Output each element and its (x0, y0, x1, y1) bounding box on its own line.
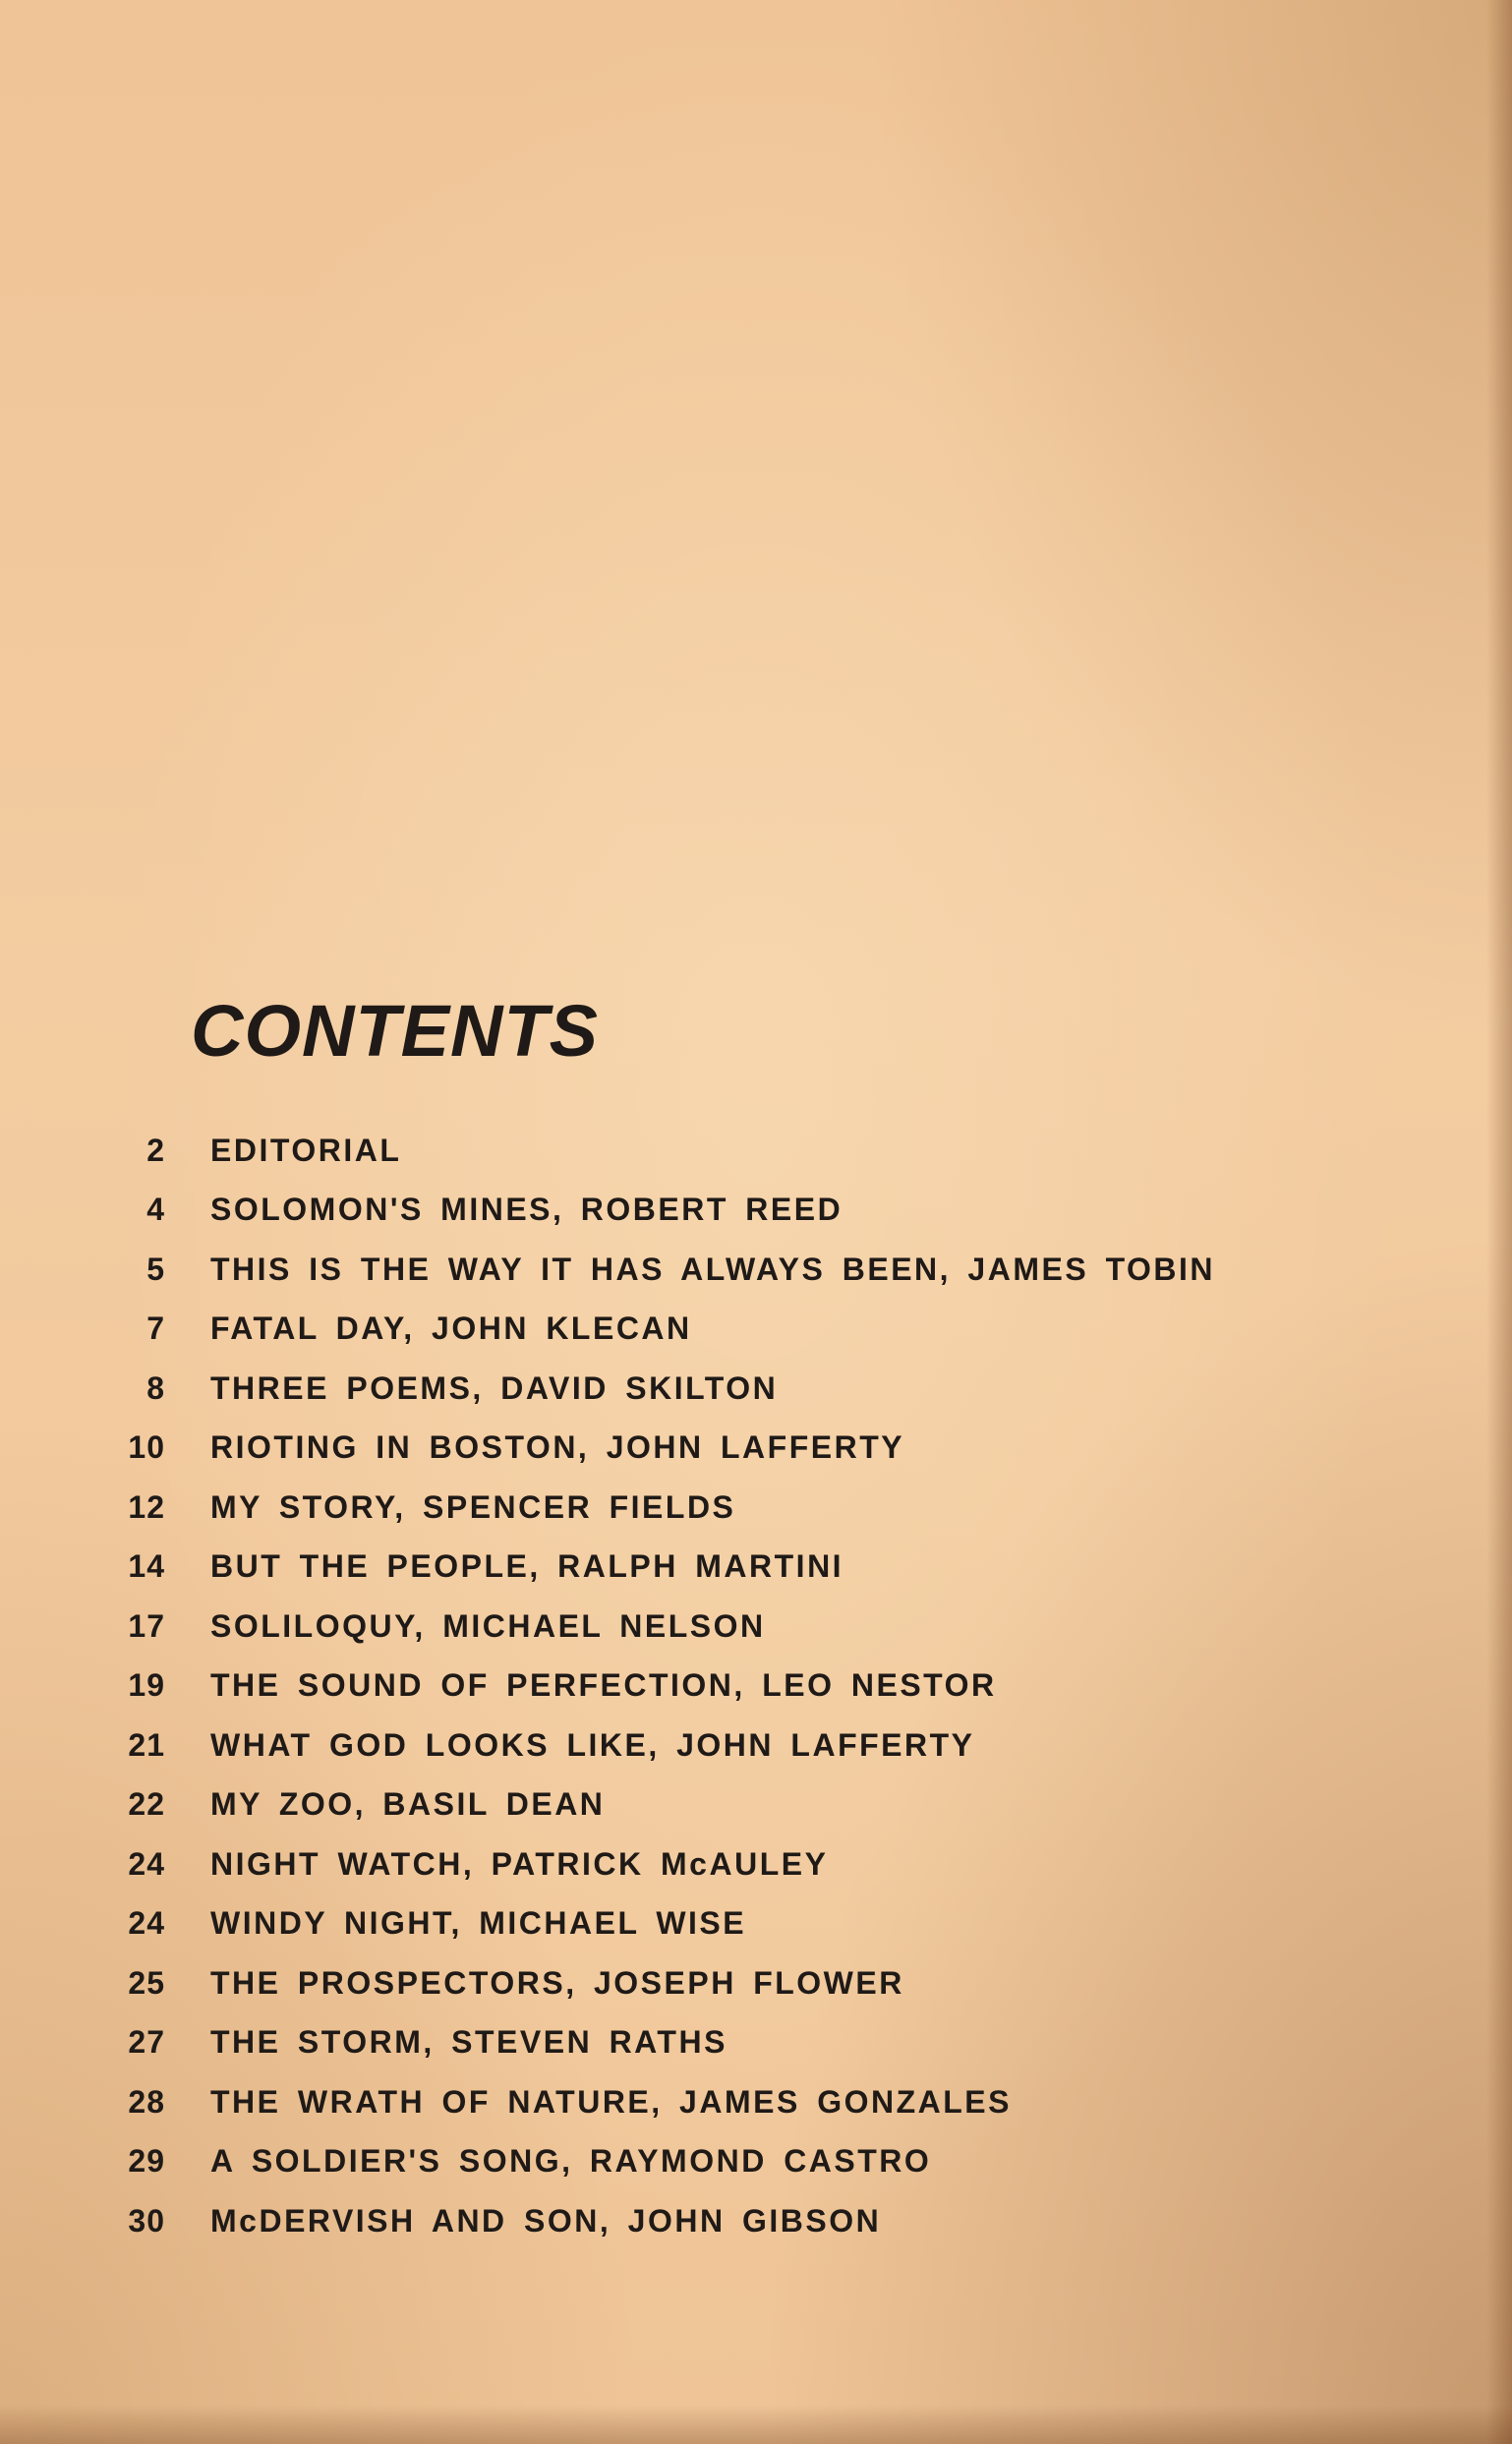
page-number: 5 (146, 1251, 165, 1287)
contents-list (108, 1121, 1347, 2251)
page-number: 25 (128, 1964, 165, 2001)
page-number: 29 (128, 2143, 165, 2180)
list-item (108, 1953, 1347, 2013)
page-number: 21 (128, 1726, 165, 1763)
list-item (108, 1657, 1347, 1717)
page-number: 4 (146, 1192, 165, 1228)
list-item (108, 2132, 1347, 2192)
entry-title: THE STORM, STEVEN RATHS (210, 2024, 727, 2061)
list-item (108, 1181, 1347, 1241)
entry-title: WINDY NIGHT, MICHAEL WISE (210, 1905, 747, 1942)
entry-title: WHAT GOD LOOKS LIKE, JOHN LAFFERTY (210, 1726, 975, 1763)
list-item (108, 1359, 1347, 1419)
list-item (108, 1894, 1347, 1954)
page-number: 7 (146, 1310, 165, 1347)
page-edge-shadow-bottom (0, 2405, 1512, 2444)
page-number: 30 (128, 2202, 165, 2239)
list-item (108, 1716, 1347, 1775)
page-number: 22 (128, 1786, 165, 1823)
page-number: 24 (128, 1905, 165, 1942)
list-item (108, 2072, 1347, 2132)
entry-title: THREE POEMS, DAVID SKILTON (210, 1369, 779, 1406)
entry-title: MY STORY, SPENCER FIELDS (210, 1488, 736, 1525)
list-item (108, 1121, 1347, 1181)
page-edge-shadow-right (1486, 0, 1512, 2444)
entry-title: THE WRATH OF NATURE, JAMES GONZALES (210, 2083, 1012, 2120)
list-item (108, 1419, 1347, 1479)
list-item (108, 1300, 1347, 1360)
page-number: 17 (128, 1607, 165, 1644)
list-item (108, 2191, 1347, 2251)
page-number: 28 (128, 2083, 165, 2120)
entry-title: A SOLDIER'S SONG, RAYMOND CASTRO (210, 2143, 932, 2180)
list-item (108, 1775, 1347, 1835)
entry-title: THIS IS THE WAY IT HAS ALWAYS BEEN, JAMES TOBIN (210, 1251, 1216, 1287)
entry-title: SOLILOQUY, MICHAEL NELSON (210, 1607, 766, 1644)
entry-title: THE SOUND OF PERFECTION, LEO NESTOR (210, 1667, 997, 1704)
entry-title: BUT THE PEOPLE, RALPH MARTINI (210, 1548, 844, 1585)
page-number: 10 (128, 1429, 165, 1466)
list-item (108, 1538, 1347, 1598)
list-item (108, 2013, 1347, 2073)
page-number: 24 (128, 1845, 165, 1882)
page-number: 19 (128, 1667, 165, 1704)
page-title: CONTENTS (191, 990, 599, 1072)
entry-title: SOLOMON'S MINES, ROBERT REED (210, 1192, 843, 1228)
entry-title: EDITORIAL (210, 1132, 402, 1168)
list-item (108, 1478, 1347, 1538)
page-number: 8 (146, 1369, 165, 1406)
list-item (108, 1240, 1347, 1300)
entry-title: McDERVISH AND SON, JOHN GIBSON (210, 2202, 882, 2239)
entry-title: NIGHT WATCH, PATRICK McAULEY (210, 1845, 829, 1882)
entry-title: MY ZOO, BASIL DEAN (210, 1786, 606, 1823)
page-number: 14 (128, 1548, 165, 1585)
page-number: 2 (146, 1132, 165, 1168)
list-item (108, 1834, 1347, 1894)
entry-title: FATAL DAY, JOHN KLECAN (210, 1310, 692, 1347)
list-item (108, 1597, 1347, 1657)
page-number: 27 (128, 2024, 165, 2061)
page-number: 12 (128, 1488, 165, 1525)
entry-title: RIOTING IN BOSTON, JOHN LAFFERTY (210, 1429, 905, 1466)
entry-title: THE PROSPECTORS, JOSEPH FLOWER (210, 1964, 904, 2001)
